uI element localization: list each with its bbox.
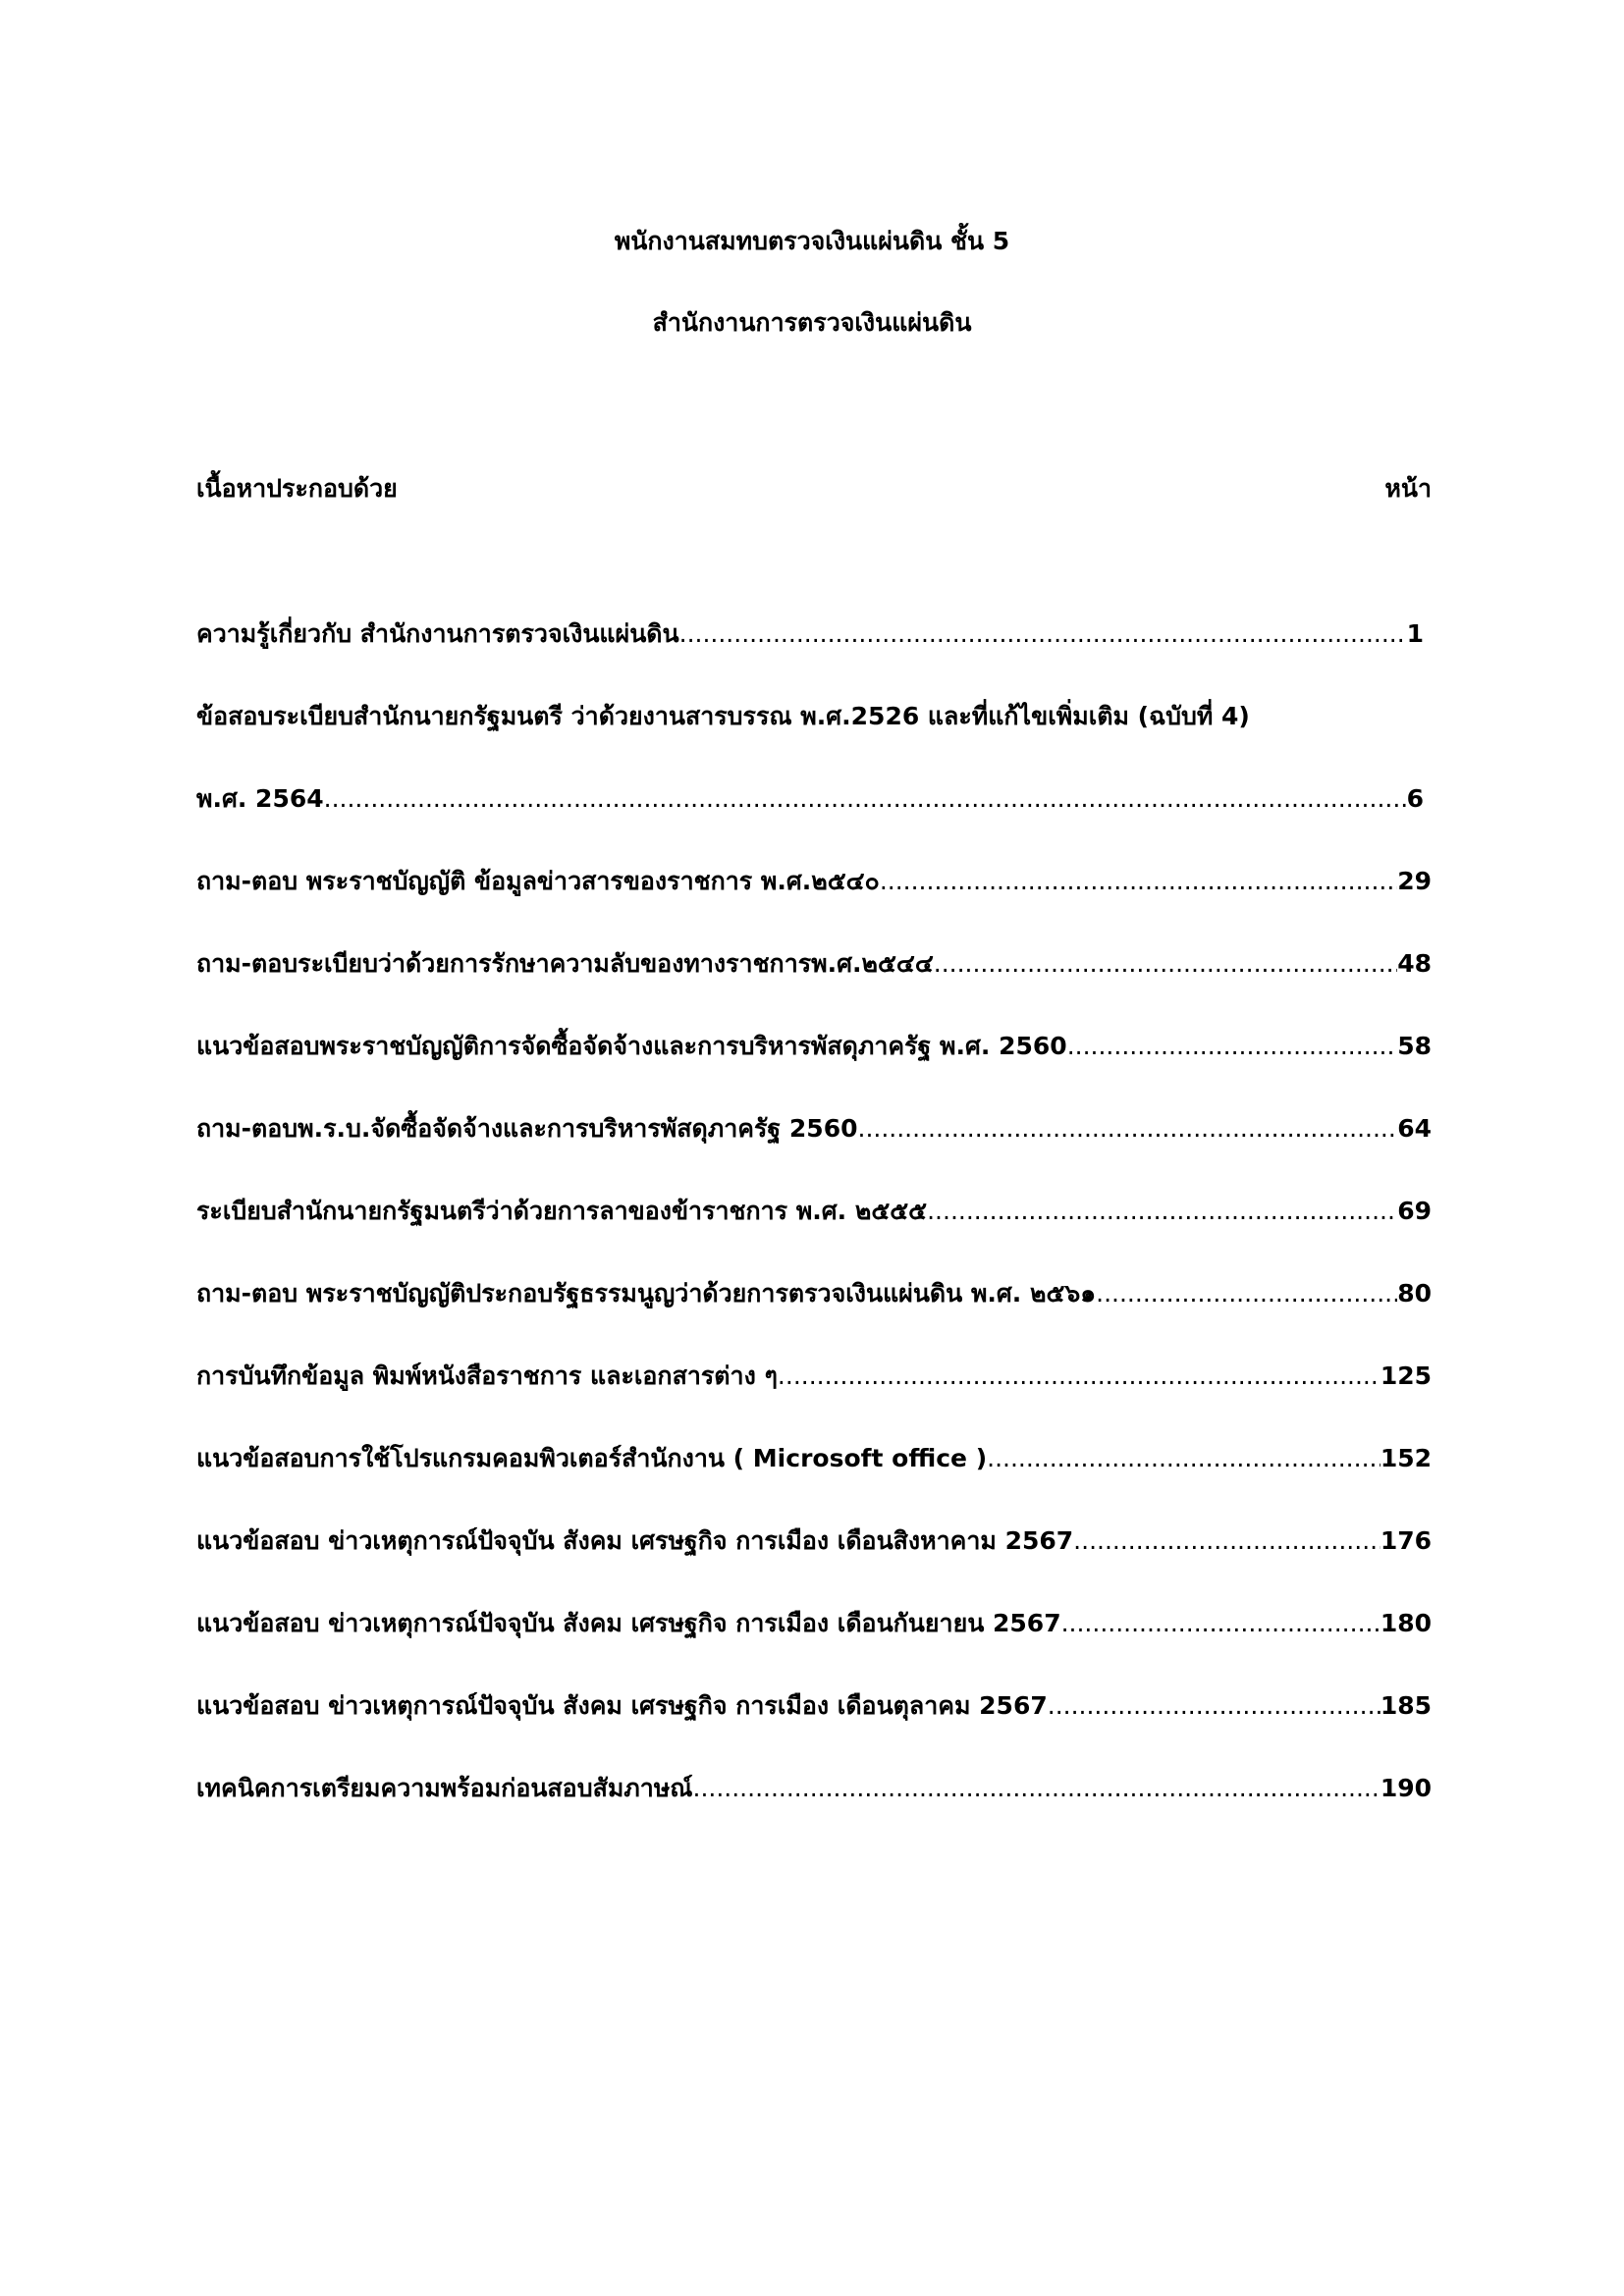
dot-leader bbox=[1067, 1029, 1398, 1064]
toc-entry-text: ข้อสอบระเบียบสำนักนายกรัฐมนตรี ว่าด้วยงานสารบรรณ พ.ศ.2526 และที่แก้ไขเพิ่มเติม (ฉบับที่ 4) bbox=[196, 702, 1250, 730]
dot-leader bbox=[987, 1441, 1380, 1476]
toc-entry bbox=[196, 1771, 1432, 1806]
toc-entry-text: ถาม-ตอบพ.ร.บ.จัดซื้อจัดจ้างและการบริหารพัสดุภาครัฐ 2560 bbox=[196, 1114, 858, 1143]
toc-entry bbox=[196, 699, 1250, 734]
toc-entry-page: 185 bbox=[1380, 1691, 1432, 1720]
toc-entry bbox=[196, 1359, 1432, 1394]
dot-leader bbox=[1048, 1688, 1380, 1724]
toc-entry-text: แนวข้อสอบ ข่าวเหตุการณ์ปัจจุบัน สังคม เศรษฐกิจ การเมือง เดือนสิงหาคาม 2567 bbox=[196, 1526, 1074, 1555]
dot-leader bbox=[778, 1359, 1380, 1394]
toc-entry-text: แนวข้อสอบพระราชบัญญัติการจัดซื้อจัดจ้างและการบริหารพัสดุภาครัฐ พ.ศ. 2560 bbox=[196, 1032, 1067, 1060]
toc-entry bbox=[196, 864, 1432, 899]
dot-leader bbox=[1073, 1523, 1380, 1559]
toc-entry-page: 69 bbox=[1397, 1197, 1432, 1225]
contents-heading: เนื้อหาประกอบด้วย bbox=[196, 474, 398, 503]
dot-leader bbox=[858, 1111, 1398, 1147]
toc-entry-page: 80 bbox=[1397, 1279, 1432, 1308]
toc-entry-page: 64 bbox=[1397, 1114, 1432, 1143]
toc-entry-text: แนวข้อสอบ ข่าวเหตุการณ์ปัจจุบัน สังคม เศรษฐกิจ การเมือง เดือนกันยายน 2567 bbox=[196, 1609, 1061, 1637]
dot-leader bbox=[1061, 1606, 1380, 1641]
toc-entry-page: 6 bbox=[1406, 784, 1424, 813]
toc-entry-text: ถาม-ตอบ พระราชบัญญัติ ข้อมูลข่าวสารของราชการ พ.ศ.๒๕๔๐ bbox=[196, 867, 880, 895]
dot-leader bbox=[880, 864, 1397, 899]
dot-leader bbox=[693, 1771, 1380, 1806]
toc-entry-text: พ.ศ. 2564 bbox=[196, 784, 324, 813]
toc-entry-page: 152 bbox=[1380, 1444, 1432, 1472]
toc-entry-page: 58 bbox=[1397, 1032, 1432, 1060]
toc-entry bbox=[196, 946, 1432, 982]
toc-entry-page: 125 bbox=[1380, 1362, 1432, 1390]
page-column-heading: หน้า bbox=[1384, 474, 1432, 503]
dot-leader bbox=[934, 946, 1397, 982]
toc-entry-text: เทคนิคการเตรียมความพร้อมก่อนสอบสัมภาษณ์ bbox=[196, 1774, 693, 1802]
toc-entry bbox=[196, 1606, 1432, 1641]
toc-entry-text: ระเบียบสำนักนายกรัฐมนตรีว่าด้วยการลาของข้าราชการ พ.ศ. ๒๕๕๕ bbox=[196, 1197, 928, 1225]
toc-entry bbox=[196, 1111, 1432, 1147]
toc-entry-text: ถาม-ตอบ พระราชบัญญัติประกอบรัฐธรรมนูญว่าด้วยการตรวจเงินแผ่นดิน พ.ศ. ๒๕๖๑ bbox=[196, 1279, 1097, 1308]
toc-entry-text: ความรู้เกี่ยวกับ สำนักงานการตรวจเงินแผ่นดิน bbox=[196, 619, 679, 648]
toc-entry bbox=[196, 781, 1424, 817]
dot-leader bbox=[927, 1194, 1397, 1229]
dot-leader bbox=[324, 781, 1407, 817]
toc-entry-page: 29 bbox=[1397, 867, 1432, 895]
toc-entry bbox=[196, 616, 1424, 652]
toc-entry-page: 180 bbox=[1380, 1609, 1432, 1637]
toc-entry-text: แนวข้อสอบการใช้โปรแกรมคอมพิวเตอร์สำนักงาน ( Microsoft office ) bbox=[196, 1444, 988, 1472]
toc-entry-text: แนวข้อสอบ ข่าวเหตุการณ์ปัจจุบัน สังคม เศรษฐกิจ การเมือง เดือนตุลาคม 2567 bbox=[196, 1691, 1048, 1720]
toc-entry bbox=[196, 1276, 1432, 1311]
toc-entry-page: 190 bbox=[1380, 1774, 1432, 1802]
toc-entry bbox=[196, 1441, 1432, 1476]
toc-entry bbox=[196, 1194, 1432, 1229]
toc-entry-page: 176 bbox=[1380, 1526, 1432, 1555]
toc-entry-text: การบันทึกข้อมูล พิมพ์หนังสือราชการ และเอกสารต่าง ๆ bbox=[196, 1362, 778, 1390]
toc-entry-page: 48 bbox=[1397, 949, 1432, 978]
toc-entry-text: ถาม-ตอบระเบียบว่าด้วยการรักษาความลับของทางราชการพ.ศ.๒๕๔๔ bbox=[196, 949, 934, 978]
dot-leader bbox=[1096, 1276, 1397, 1311]
toc-entry-page: 1 bbox=[1406, 619, 1424, 648]
toc-entry bbox=[196, 1029, 1432, 1064]
dot-leader bbox=[679, 616, 1407, 652]
document-subtitle: สำนักงานการตรวจเงินแผ่นดิน bbox=[652, 308, 972, 337]
toc-entry bbox=[196, 1523, 1432, 1559]
toc-entry bbox=[196, 1688, 1432, 1724]
document-title: พนักงานสมทบตรวจเงินแผ่นดิน ชั้น 5 bbox=[614, 227, 1010, 255]
